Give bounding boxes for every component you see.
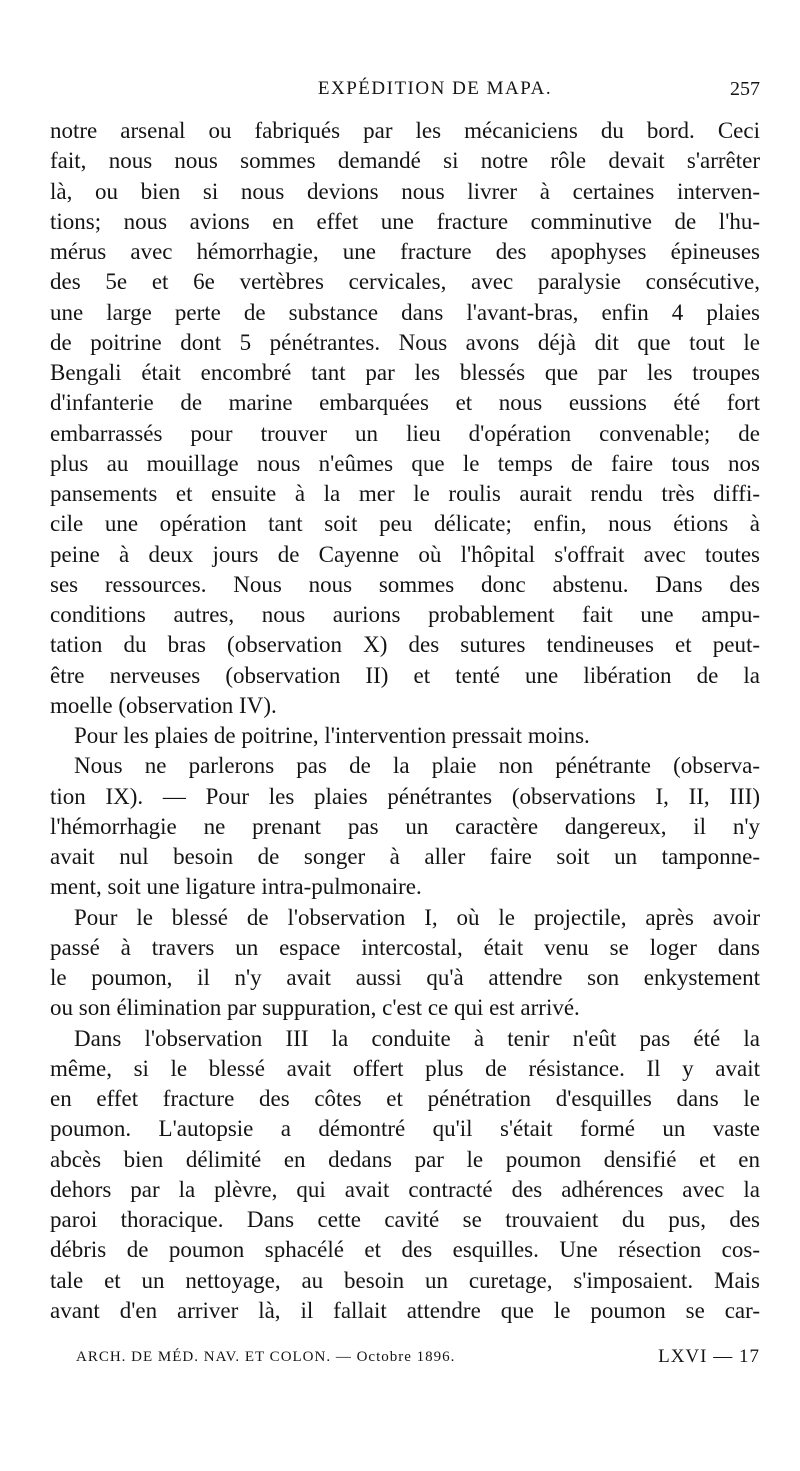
page-number: 257 [730,78,760,100]
text-line: Dans l'observation III la conduite à tenir n'eût pas été la [74,1025,760,1051]
footer-journal-citation: ARCH. DE MÉD. NAV. ET COLON. — Octobre 1896. [76,1349,456,1365]
text-line: même, si le blessé avait offert plus de résistance. Il y avait [50,1055,760,1081]
text-line: fait, nous nous sommes demandé si notre rôle devait s'arrêter [50,148,760,174]
text-line: peine à deux jours de Cayenne où l'hôpital s'offrait avec toutes [50,541,760,567]
text-line: des 5e et 6e vertèbres cervicales, avec paralysie consécutive, [50,269,760,295]
text-line: embarrassés pour trouver un lieu d'opération convenable; de [50,420,760,446]
text-line: ou son élimination par suppuration, c'est ce qui est arrivé. [50,995,580,1021]
text-line: Bengali était encombré tant par les blessés que par les troupes [50,360,760,385]
running-header [110,78,760,108]
text-line: plus au mouillage nous n'eûmes que le temps de faire tous nos [50,450,760,476]
text-line: ses ressources. Nous nous sommes donc abstenu. Dans des [50,571,760,597]
text-line: ment, soit une ligature intra-pulmonaire. [50,874,422,900]
text-line: abcès bien délimité en dedans par le poumon densifié et en [50,1146,760,1172]
body-text [50,116,760,1326]
text-line: poumon. L'autopsie a démontré qu'il s'était formé un vaste [50,1116,760,1142]
footer-signature-mark: LXVI — 17 [658,1346,760,1367]
text-line: de poitrine dont 5 pénétrantes. Nous avons déjà dit que tout le [50,329,760,355]
text-line: pansements et ensuite à la mer le roulis aurait rendu très diffi- [50,481,760,506]
text-line: notre arsenal ou fabriqués par les mécaniciens du bord. Ceci [50,118,760,143]
text-line: tation du bras (observation X) des sutures tendineuses et peut- [50,632,760,658]
text-line: en effet fracture des côtes et pénétration d'esquilles dans le [50,1086,760,1111]
text-line: le poumon, il n'y avait aussi qu'à attendre son enkystement [50,965,760,990]
text-line: tion IX). — Pour les plaies pénétrantes (observations I, II, III) [50,783,760,809]
text-line: dehors par la plèvre, qui avait contracté des adhérences avec la [50,1176,760,1202]
text-line: Nous ne parlerons pas de la plaie non pénétrante (observa- [74,753,760,779]
running-title: EXPÉDITION DE MAPA. [317,78,553,99]
page-footer [76,1347,760,1377]
text-line: paroi thoracique. Dans cette cavité se trouvaient du pus, des [50,1207,760,1232]
text-line: l'hémorrhagie ne prenant pas un caractère dangereux, il n'y [50,813,760,839]
text-line: débris de poumon sphacélé et des esquilles. Une résection cos- [50,1237,760,1263]
text-line: tale et un nettoyage, au besoin un curetage, s'imposaient. Mais [50,1267,760,1293]
text-line: là, ou bien si nous devions nous livrer à certaines interven- [50,178,760,204]
text-line: avant d'en arriver là, il fallait attendre que le poumon se car- [50,1297,760,1323]
text-line: Pour les plaies de poitrine, l'intervention pressait moins. [74,723,590,748]
text-line: passé à travers un espace intercostal, était venu se loger dans [50,934,760,960]
text-line: avait nul besoin de songer à aller faire soit un tamponne- [50,844,760,869]
text-line: conditions autres, nous aurions probablement fait une ampu- [50,602,760,627]
text-line: tions; nous avions en effet une fracture comminutive de l'hu- [50,208,760,234]
text-line: moelle (observation IV). [50,692,277,718]
text-line: cile une opération tant soit peu délicate; enfin, nous étions à [50,511,760,537]
text-line: mérus avec hémorrhagie, une fracture des apophyses épineuses [50,239,760,264]
text-line: une large perte de substance dans l'avant-bras, enfin 4 plaies [50,299,760,325]
text-line: être nerveuses (observation II) et tenté une libération de la [50,662,760,688]
text-line: d'infanterie de marine embarquées et nous eussions été fort [50,390,760,416]
text-line: Pour le blessé de l'observation I, où le projectile, après avoir [74,904,760,930]
